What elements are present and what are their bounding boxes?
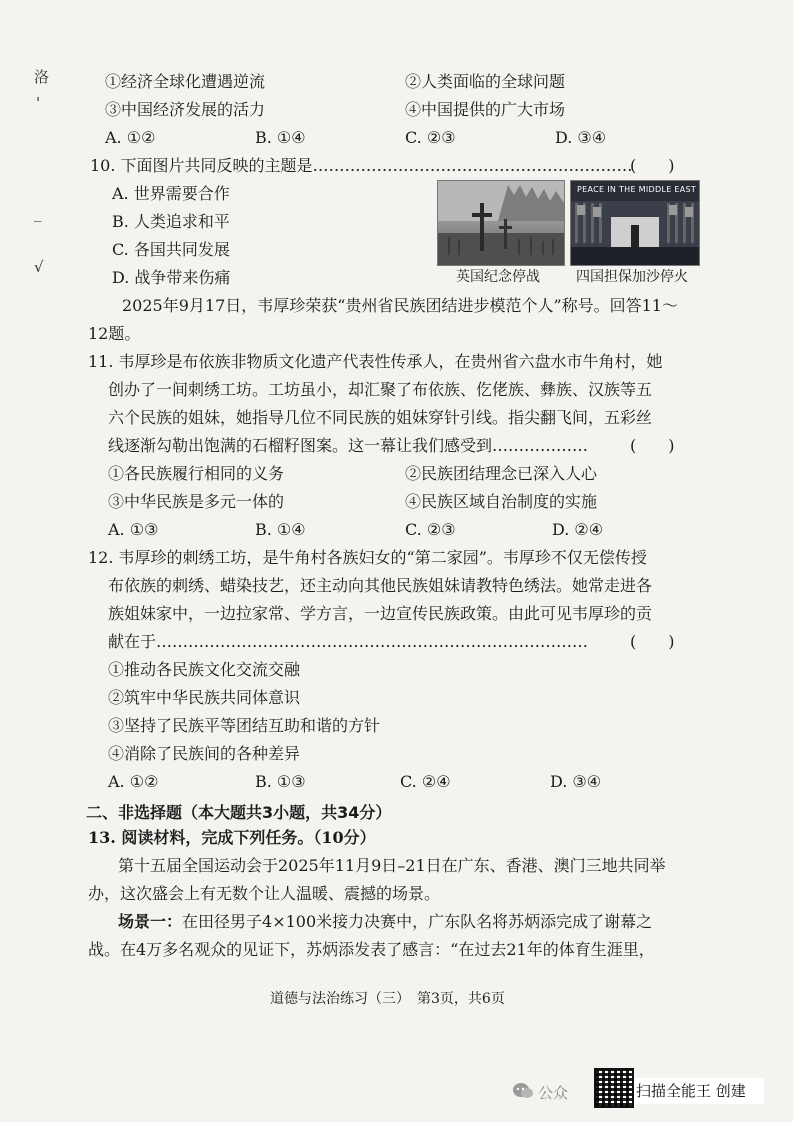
photo-caption: 英国纪念停战 [456, 269, 540, 285]
q12-option-4: ④消除了民族间的各种差异 [108, 744, 301, 763]
answer-paren: ( ) [630, 632, 675, 651]
q10-choice-b: B. 人类追求和平 [112, 212, 230, 231]
q10-choice-d: D. 战争带来伤痛 [112, 268, 231, 287]
q11-choice-b: B. ①④ [255, 520, 306, 539]
photo-peace-summit [570, 180, 700, 266]
q12-choice-d: D. ③④ [550, 772, 602, 791]
scene-paragraph-line: 战。在4万多名观众的见证下，苏炳添发表了感言：“在过去21年的体育生涯里， [88, 940, 655, 959]
q12-choice-a: A. ①② [108, 772, 159, 791]
q10-stem: 10. 下面图片共同反映的主题是…………………………………………………… [90, 156, 633, 175]
q12-choice-b: B. ①③ [255, 772, 306, 791]
q9-choice-d: D. ③④ [555, 128, 607, 147]
q11-stem-line: 六个民族的姐妹，她指导几位不同民族的姐妹穿针引线。指尖翻飞间，五彩丝 [108, 408, 653, 427]
q12-stem-line: 献在于……………………………………………………………………… [108, 632, 589, 651]
q11-option-3: ③中华民族是多元一体的 [108, 492, 285, 511]
q11-option-1: ①各民族履行相同的义务 [108, 464, 285, 483]
q12-stem-line: 族姐妹家中，一边拉家常、学方言，一边宣传民族政策。由此可见韦厚珍的贡 [108, 604, 653, 623]
scene-label: 场景一： [118, 912, 183, 931]
q9-option-4: ④中国提供的广大市场 [405, 100, 566, 119]
q11-option-2: ②民族团结理念已深入人心 [405, 464, 598, 483]
margin-mark: _ [34, 204, 42, 222]
margin-mark: √ [34, 258, 44, 276]
q9-choice-c: C. ②③ [405, 128, 456, 147]
page-footer: 道德与法治练习（三） 第3页，共6页 [270, 991, 505, 1007]
margin-mark: 洛 [34, 68, 50, 86]
summit-banner-text: PEACE IN THE MIDDLE EAST [577, 185, 697, 194]
q11-stem-line: 创办了一间刺绣工坊。工坊虽小，却汇聚了布依族、仡佬族、彝族、汉族等五 [108, 380, 653, 399]
q13-paragraph-line: 办，这次盛会上有无数个让人温暖、震撼的场景。 [88, 884, 441, 903]
q13-paragraph-line: 第十五届全国运动会于2025年11月9日–21日在广东、香港、澳门三地共同举 [118, 856, 666, 875]
q12-choice-c: C. ②④ [400, 772, 451, 791]
q11-choice-c: C. ②③ [405, 520, 456, 539]
margin-mark: ' [36, 94, 41, 112]
q9-option-3: ③中国经济发展的活力 [105, 100, 266, 119]
scanner-watermark: 扫描全能王 创建 [636, 1082, 746, 1100]
section-title: 二、非选择题（本大题共3小题，共34分） [86, 803, 392, 822]
q11-option-4: ④民族区域自治制度的实施 [405, 492, 598, 511]
q13-stem: 13. 阅读材料，完成下列任务。（10分） [88, 828, 376, 847]
q11-choice-d: D. ②④ [552, 520, 604, 539]
q9-option-2: ②人类面临的全球问题 [405, 72, 566, 91]
q12-stem-line: 12. 韦厚珍的刺绣工坊，是牛角村各族妇女的“第二家园”。韦厚珍不仅无偿传授 [88, 548, 647, 567]
q11-stem-line: 线逐渐勾勒出饱满的石榴籽图案。这一幕让我们感受到……………… [108, 436, 589, 455]
q12-option-1: ①推动各民族文化交流交融 [108, 660, 301, 679]
q11-choice-a: A. ①③ [108, 520, 159, 539]
material-intro-line: 2025年9月17日，韦厚珍荣获“贵州省民族团结进步模范个人”称号。回答11～ [122, 296, 678, 315]
photo-caption: 四国担保加沙停火 [576, 269, 688, 285]
q10-choice-a: A. 世界需要合作 [112, 184, 230, 203]
q11-stem-line: 11. 韦厚珍是布依族非物质文化遗产代表性传承人，在贵州省六盘水市牛角村，她 [88, 352, 663, 371]
answer-paren: ( ) [630, 436, 675, 455]
q9-choice-b: B. ①④ [255, 128, 306, 147]
q12-stem-line: 布依族的刺绣、蜡染技艺，还主动向其他民族姐妹请教特色绣法。她常走进各 [108, 576, 653, 595]
q12-option-3: ③坚持了民族平等团结互助和谐的方针 [108, 716, 381, 735]
answer-paren: ( ) [630, 156, 675, 175]
wechat-icon [512, 1082, 534, 1100]
scene-text: 在田径男子4×100米接力决赛中，广东队名将苏炳添完成了谢幕之 [182, 912, 653, 931]
q10-choice-c: C. 各国共同发展 [112, 240, 230, 259]
qr-code-icon [594, 1068, 634, 1108]
watermark-text: 公众 [538, 1084, 569, 1102]
q12-option-2: ②筑牢中华民族共同体意识 [108, 688, 301, 707]
scene-paragraph-line [118, 912, 652, 932]
q9-choice-a: A. ①② [105, 128, 156, 147]
memorial-cross-illustration [438, 181, 564, 265]
photo-armistice-memorial [437, 180, 565, 266]
material-intro-line: 12题。 [88, 324, 141, 343]
q9-option-1: ①经济全球化遭遇逆流 [105, 72, 266, 91]
